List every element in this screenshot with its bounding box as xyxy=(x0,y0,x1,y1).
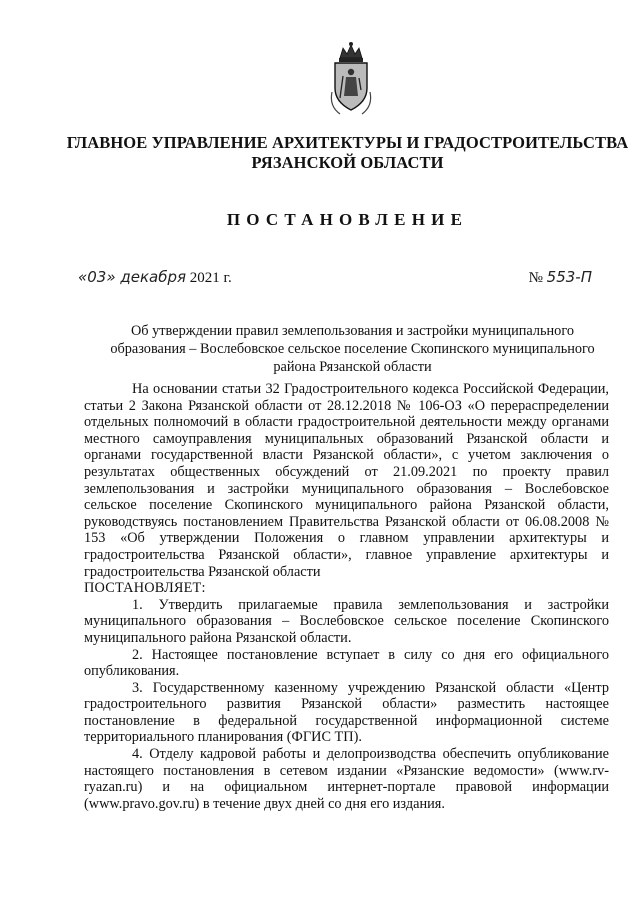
decree-items xyxy=(84,597,609,813)
document-number xyxy=(529,268,592,287)
document-subject: Об утверждении правил землепользования и застройки муниципального образования – Вослебовское сельское поселение Скопинского муниципального района Рязанской области xyxy=(110,323,595,375)
decree-item-3: 3. Государственному казенному учреждению Рязанской области «Центр градостроительного развития Рязанской области» разместить настоящее постановление в федеральной государственной информационной системе территориального планирования (ФГИС ТП). xyxy=(84,679,609,746)
authority-line-1: ГЛАВНОЕ УПРАВЛЕНИЕ АРХИТЕКТУРЫ И ГРАДОСТРОИТЕЛЬСТВА xyxy=(66,133,629,152)
authority-line-2: РЯЗАНСКОЙ ОБЛАСТИ xyxy=(251,153,444,172)
date-year: 2021 г. xyxy=(189,270,232,286)
preamble-paragraph: На основании статьи 32 Градостроительного кодекса Российской Федерации, статьи 2 Закона Рязанской области от 28.12.2018 № 106-ОЗ «О перераспределении отдельных полномочий в области градостроительной деятельности между органами местного самоуправления муниципальных образований Рязанской области и органами государственной власти Рязанской области», с учетом заключения о результатах общественных обсуждений от 21.09.2021 по проекту правил землепользования и застройки муниципального образования – Вослебовское сельское поселение Скопинского муниципального района Рязанской области, руководствуясь постановлением Правительства Рязанской области от 06.08.2008 № 153 «Об утверждении Положения о главном управлении архитектуры и градостроительства Рязанской области», главное управление архитектуры и градостроительства Рязанской области xyxy=(84,381,609,580)
handwritten-number: 553-П xyxy=(546,268,592,286)
document-date xyxy=(78,268,232,287)
number-prefix: № xyxy=(528,270,543,286)
handwritten-date: «03» декабря xyxy=(78,268,187,286)
decree-item-2: 2. Настоящее постановление вступает в силу со дня его официального опубликования. xyxy=(84,646,609,680)
document-type-title: ПОСТАНОВЛЕНИЕ xyxy=(226,210,469,229)
decree-item-4: 4. Отделу кадровой работы и делопроизводства обеспечить опубликование настоящего постановления в сетевом издании «Рязанские ведомости» (www.rv-ryazan.ru) и на официальном интернет-портале правовой информации (www.pravo.gov.ru) в течение двух дней со дня его издания. xyxy=(84,746,609,812)
decree-word: ПОСТАНОВЛЯЕТ: xyxy=(84,580,206,597)
decree-item-1: 1. Утвердить прилагаемые правила землепользования и застройки муниципального образования – Вослебовское сельское поселение Скопинского муниципального района Рязанской области. xyxy=(84,596,609,646)
authority-title xyxy=(60,133,635,173)
document-body xyxy=(84,381,609,812)
coat-of-arms-emblem xyxy=(326,40,376,120)
